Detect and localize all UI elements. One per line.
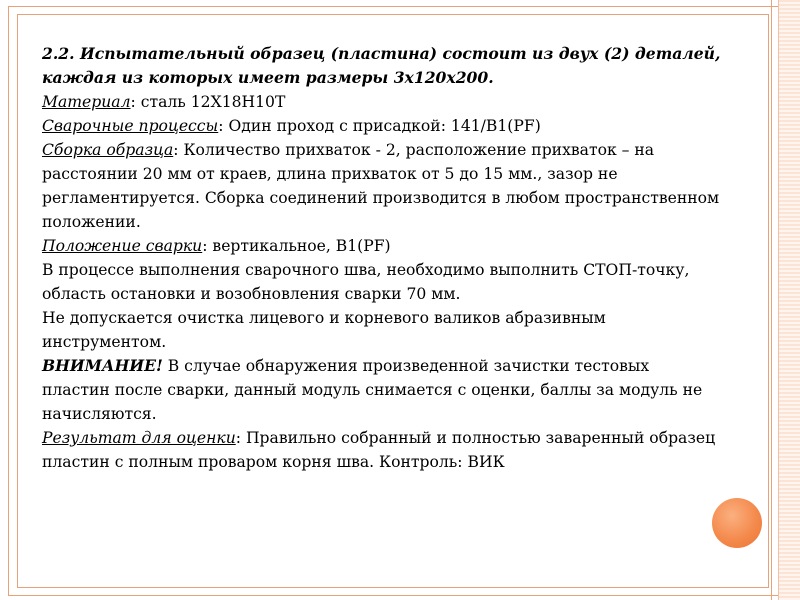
stop-point-line-1: В процессе выполнения сварочного шва, необходимо выполнить СТОП-точку,: [42, 261, 690, 279]
slide-content: [42, 42, 747, 474]
assembly-label: Сборка образца: [42, 141, 174, 159]
assembly-line-2: расстоянии 20 мм от краев, длина прихваток от 5 до 15 мм., зазор не: [42, 165, 618, 183]
position-paragraph: [42, 234, 747, 258]
result-label: Результат для оценки: [42, 429, 236, 447]
decorative-orange-circle: [712, 498, 762, 548]
position-label: Положение сварки: [42, 237, 203, 255]
stop-point-line-2: область остановки и возобновления сварки 70 мм.: [42, 285, 461, 303]
material-label: Материал: [42, 93, 131, 111]
heading-line-1: 2.2. Испытательный образец (пластина) состоит из двух (2) деталей,: [42, 44, 721, 63]
decorative-vertical-line: [771, 0, 772, 600]
warning-label: ВНИМАНИЕ!: [42, 356, 163, 375]
assembly-line-3: регламентируется. Сборка соединений производится в любом пространственном: [42, 189, 720, 207]
welding-processes-label: Сварочные процессы: [42, 117, 219, 135]
assembly-line-1: [42, 138, 747, 162]
welding-processes-paragraph: [42, 114, 747, 138]
cleaning-line-1: Не допускается очистка лицевого и корневого валиков абразивным: [42, 309, 606, 327]
result-line-1: [42, 426, 747, 450]
decorative-side-stripe: [778, 0, 800, 600]
material-paragraph: [42, 90, 747, 114]
welding-processes-text: : Один проход с присадкой: 141/В1(PF): [218, 117, 541, 135]
material-text: : сталь 12Х18Н10Т: [130, 93, 286, 111]
warning-line-3: начисляются.: [42, 405, 157, 423]
assembly-text-1: : Количество прихваток - 2, расположение прихваток – на: [173, 141, 655, 159]
result-line-2: пластин с полным проваром корня шва. Контроль: ВИК: [42, 453, 505, 471]
assembly-line-4: положении.: [42, 213, 141, 231]
result-text-1: : Правильно собранный и полностью заваренный образец: [235, 429, 716, 447]
warning-line-1: [42, 354, 747, 378]
cleaning-line-2: инструментом.: [42, 333, 167, 351]
heading-line-2: каждая из которых имеет размеры 3х120х200.: [42, 68, 494, 87]
warning-text-1: В случае обнаружения произведенной зачистки тестовых: [162, 357, 650, 375]
warning-line-2: пластин после сварки, данный модуль снимается с оценки, баллы за модуль не: [42, 381, 703, 399]
position-text: : вертикальное, В1(PF): [202, 237, 391, 255]
